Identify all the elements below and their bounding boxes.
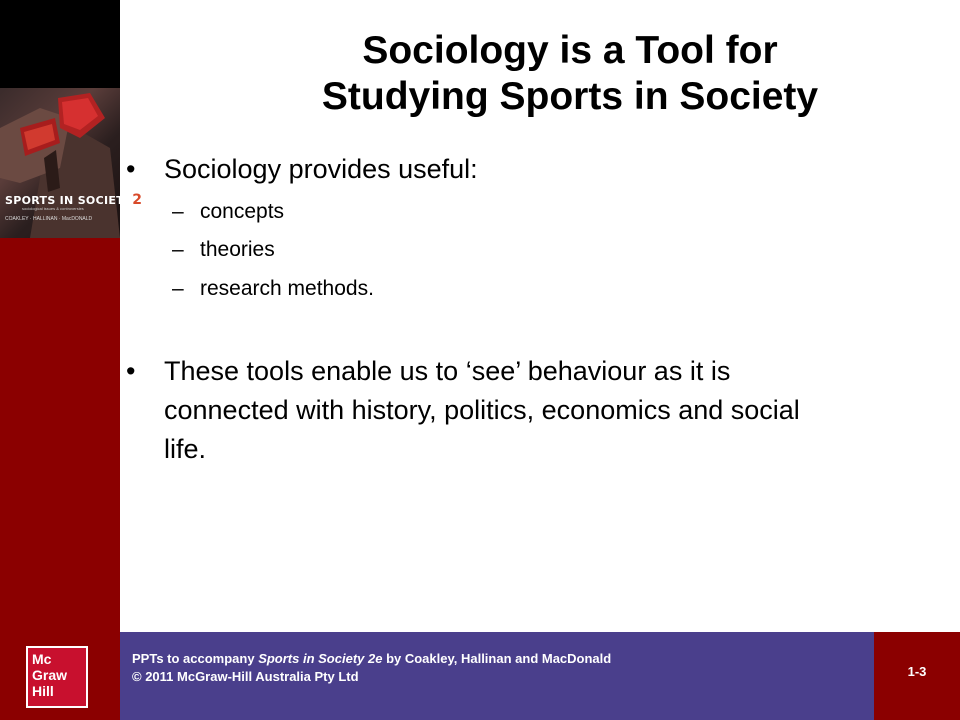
dash-marker: –	[172, 238, 184, 261]
footer-book-title: Sports in Society 2e	[258, 651, 383, 666]
slide-number: 1-3	[907, 664, 927, 679]
title-line-2: Studying Sports in Society	[321, 75, 819, 118]
cover-subtitle: sociological issues & controversies	[22, 206, 84, 211]
slide-title	[200, 28, 940, 120]
bullet-marker: •	[126, 356, 136, 386]
bullet-text-1: Sociology provides useful:	[164, 154, 478, 184]
dash-marker: –	[172, 277, 184, 300]
left-black-block	[0, 0, 120, 88]
bullet-item-2	[126, 352, 846, 469]
title-line-1: Sociology is a Tool for	[362, 29, 778, 72]
cover-title: SPORTS IN SOCIETY2	[5, 192, 143, 208]
mcgraw-hill-logo	[26, 646, 88, 708]
footer-line-2: © 2011 McGraw-Hill Australia Pty Ltd	[132, 669, 359, 684]
book-cover-image	[0, 88, 143, 238]
sub-item-concepts	[172, 199, 284, 225]
logo-line-1: Mc	[32, 651, 52, 667]
sub-item-theories	[172, 237, 275, 263]
bullet-marker: •	[126, 154, 136, 184]
sub-item-research-methods	[172, 276, 374, 302]
footer-credits	[132, 650, 611, 686]
dash-marker: –	[172, 200, 184, 223]
bullet-item-1	[126, 152, 478, 186]
footer-line-1: PPTs to accompany Sports in Society 2e by Coakley, Hallinan and MacDonald	[132, 651, 612, 666]
bullet-text-2: These tools enable us to ‘see’ behaviour as it is connected with history, politics, economics and social life.	[164, 356, 800, 464]
logo-line-3: Hill	[32, 683, 54, 699]
sub-item-text: concepts	[200, 200, 285, 223]
cover-edition: 2	[132, 192, 143, 208]
logo-line-2: Graw	[32, 667, 68, 683]
sub-item-text: theories	[200, 238, 275, 261]
sub-item-text: research methods.	[200, 277, 374, 300]
cover-authors: COAKLEY · HALLINAN · MacDONALD	[5, 216, 93, 222]
